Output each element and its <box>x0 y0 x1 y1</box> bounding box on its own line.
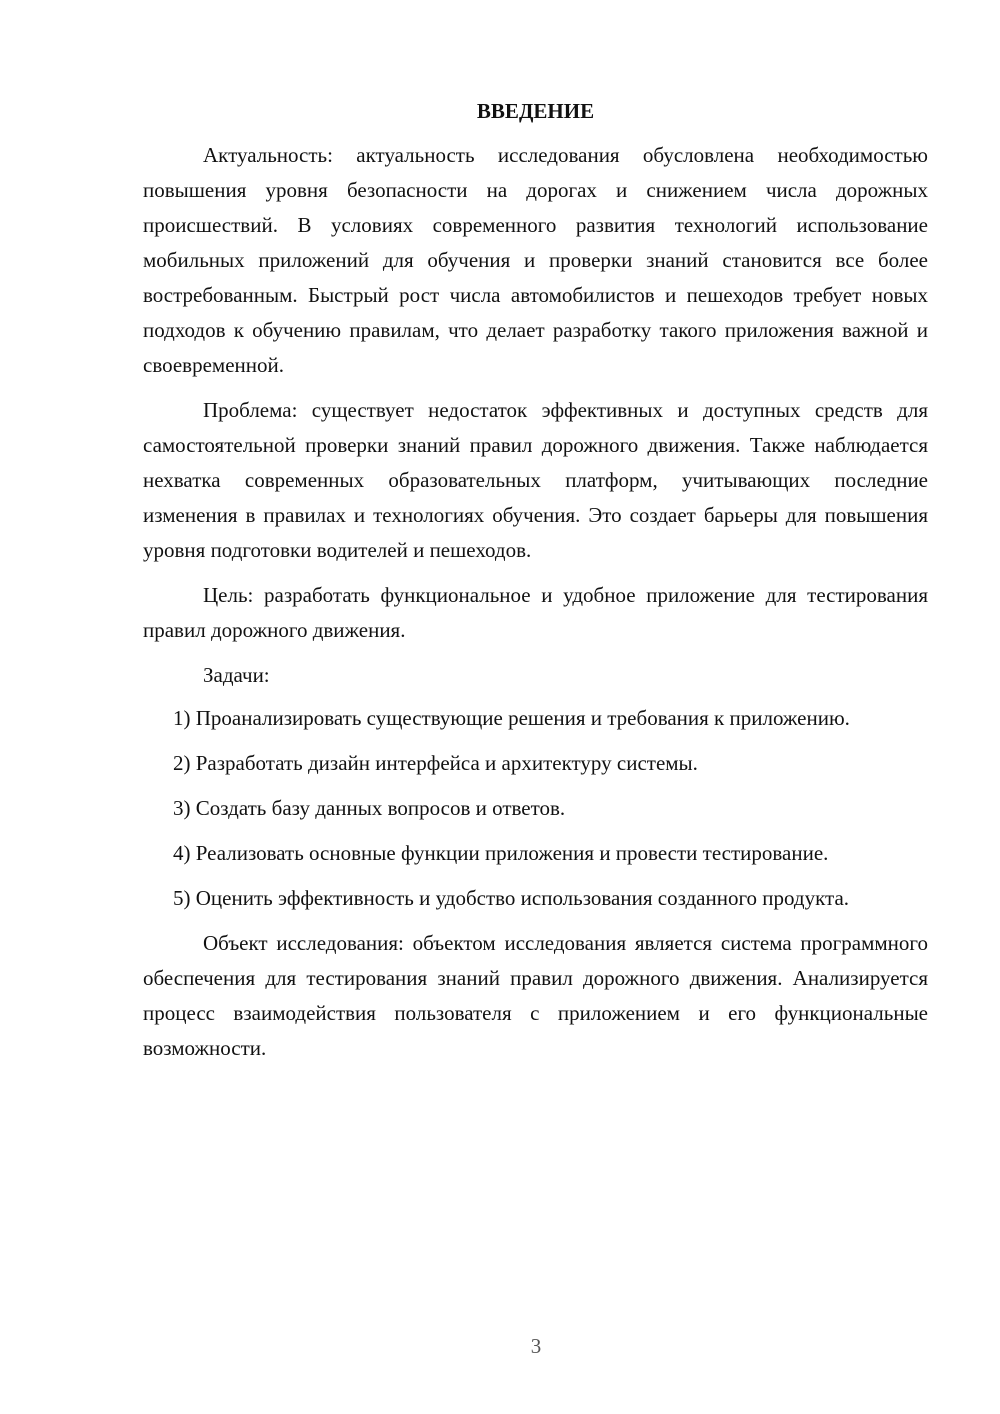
task-item-3: 3) Создать базу данных вопросов и ответов. <box>173 796 566 820</box>
paragraph-object: Объект исследования: объектом исследования является система программного обеспечения для тестирования знаний правил дорожного движения. Анализируется процесс взаимодействия пользователя с приложением и его функциональные возможности. <box>143 931 928 1060</box>
task-item-1: 1) Проанализировать существующие решения и требования к приложению. <box>173 706 850 730</box>
paragraph-problem: Проблема: существует недостаток эффективных и доступных средств для самостоятельной проверки знаний правил дорожного движения. Также наблюдается нехватка современных образовательных платформ, учитывающих последние изменения в правилах и технологиях обучения. Это создает барьеры для повышения уровня подготовки водителей и пешеходов. <box>143 398 928 562</box>
paragraph-relevance: Актуальность: актуальность исследования обусловлена необходимостью повышения уровня безопасности на дорогах и снижением числа дорожных происшествий. В условиях современного развития технологий использование мобильных приложений для обучения и проверки знаний становится все более востребованным. Быстрый рост числа автомобилистов и пешеходов требует новых подходов к обучению правилам, что делает разработку такого приложения важной и своевременной. <box>143 143 928 377</box>
paragraph-goal: Цель: разработать функциональное и удобное приложение для тестирования правил дорожного движения. <box>143 583 928 642</box>
document-page <box>143 96 928 1076</box>
tasks-label: Задачи: <box>203 663 270 687</box>
task-item-2: 2) Разработать дизайн интерфейса и архитектуру системы. <box>173 751 698 775</box>
task-item-4: 4) Реализовать основные функции приложения и провести тестирование. <box>173 841 829 865</box>
page-number: 3 <box>530 1334 542 1358</box>
section-title: ВВЕДЕНИЕ <box>476 99 595 123</box>
task-item-5: 5) Оценить эффективность и удобство использования созданного продукта. <box>173 886 850 910</box>
